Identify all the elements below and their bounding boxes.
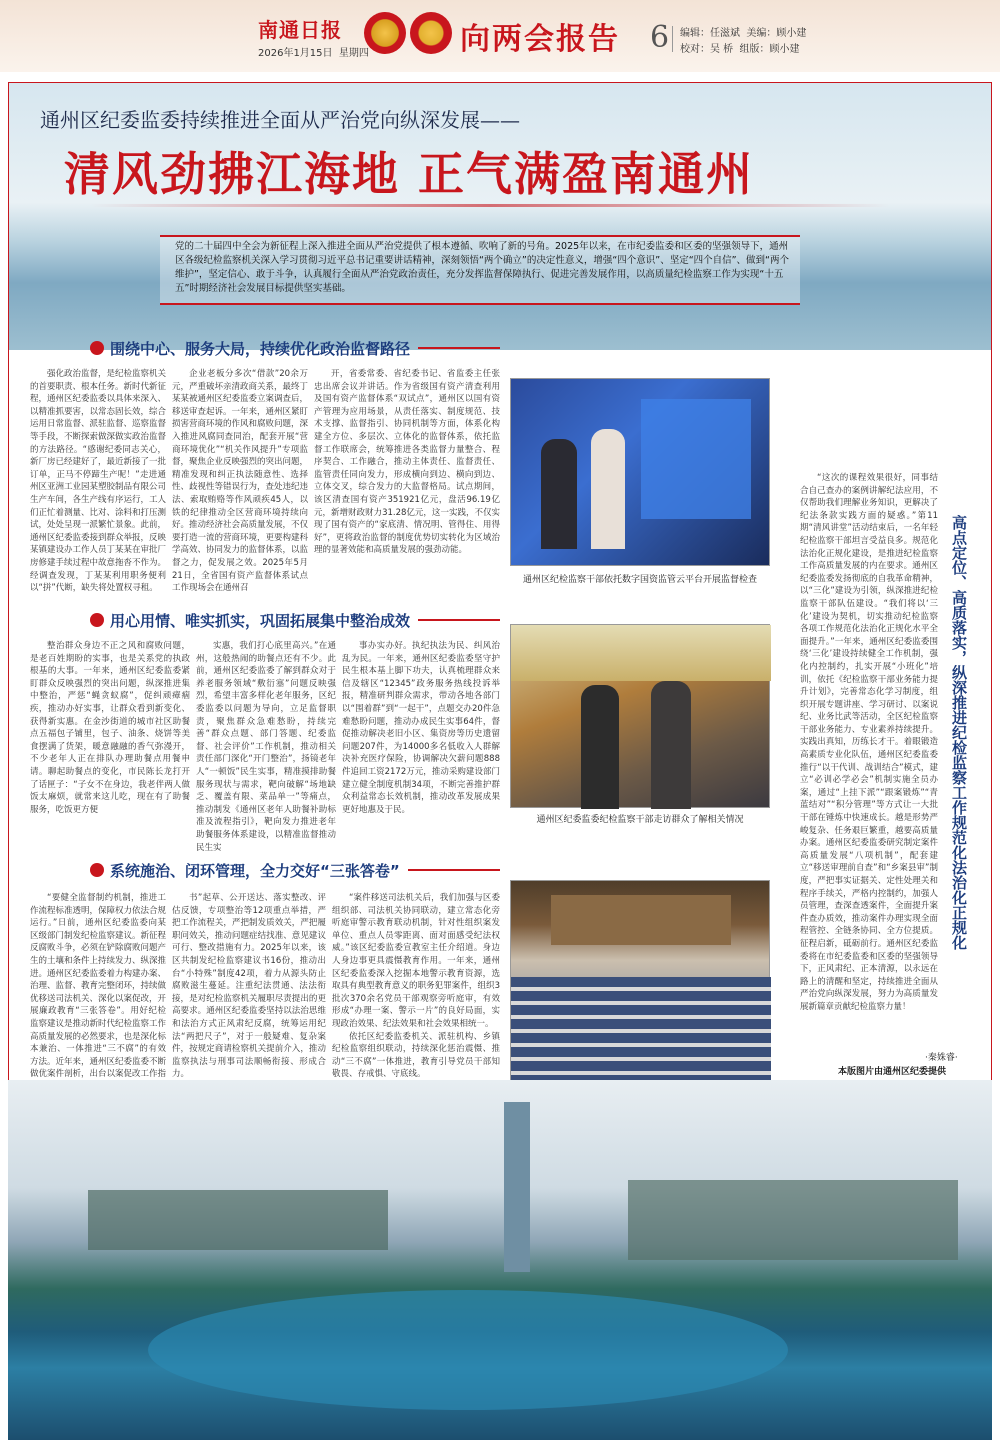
article-title: 清风劲拂江海地 正气满盈南通州 bbox=[64, 147, 755, 201]
editors-block bbox=[680, 26, 806, 58]
section-rule bbox=[408, 869, 500, 871]
proofreader-name: 吴 桥 bbox=[710, 44, 734, 55]
body-column bbox=[30, 640, 190, 838]
courtroom-wall bbox=[551, 895, 731, 945]
screen-wall bbox=[641, 399, 751, 519]
masthead-logo: 南通日报 bbox=[258, 18, 342, 42]
person-figure bbox=[581, 685, 619, 809]
art-editor-label: 美编： bbox=[746, 28, 777, 39]
city-aerial-photo bbox=[8, 1080, 992, 1440]
article-lead: 党的二十届四中全会为新征程上深入推进全面从严治党提供了根本遵循、吹响了新的号角。2025年以来，在市纪委监委和区委的坚强领导下，通州区各级纪检监察机关深入学习贯彻习近平总书记重要讲话精神，深刻领悟“两个确立”的决定性意义，增强“四个意识”、坚定“四个自信”、做到“两个维护”，坚定信心、敢于斗争，认真履行全面从严治党政治责任，充分发挥监督保障执行、促进完善发展作用，以高质量纪检监察工作为实现“十五五”时期经济社会发展目标提供坚实基础。 bbox=[175, 241, 789, 294]
lake bbox=[148, 1290, 788, 1410]
body-paragraph: 强化政治监督，是纪检监察机关的首要职责、根本任务。新时代新征程，通州区纪委监委以具体来深入、以精准抓要害，以常态固长效，综合运用日常监督、派驻监督、巡察监督等手段，不断探索做深做实政治监督的方法路径。“感谢纪委同志关心，新厂房已经建好了，最近新接了一批订单，正马不停蹄生产呢！”走进通州区亚洲工业园某塑胶制品有限公司生产车间，各生产线有序运行，工人们正忙着测量、比对、涂料和打压测试，处处呈现一派繁忙景象。此前，通州区纪委监委接到群众举报，反映某镇建设办工作人员丁某某在审批厂房修建手续过程中故意拖沓不作为。经调查发现，丁某某利用职务便利以“拼”代断，缺失将处置权寻租。 bbox=[30, 369, 167, 594]
section-rule bbox=[418, 619, 500, 621]
author-byline: ·秦姝睿· bbox=[925, 1053, 958, 1063]
section-heading-3 bbox=[90, 858, 500, 882]
issue-date bbox=[258, 44, 369, 59]
body-paragraph: “要健全监督制约机制，推进工作流程标准透明，保障权力依法合规运行。”日前，通州区纪委监委向某区级部门制发纪检监察建议。新征程反腐败斗争，必须在铲除腐败问题产生的土壤和条件上持续发力、纵深推进。通州区纪委监委着力构建办案、治理、监督、教育完整闭环，持续做优移送司法机关、深化以案促改，开展廉政教育“三张答卷”。用好纪检监察建议是推动新时代纪检监察工作高质量发展的必然要求，也是深化标本兼治、一体推进“三不腐”的有效方法。近年来，通州区纪委监委不断做优案件剖析，出台以案促改工作指 bbox=[30, 893, 167, 1080]
date-text: 2026年1月15日 bbox=[258, 48, 333, 59]
body-paragraph: 整治群众身边不正之风和腐败问题，是老百姓期盼的实事，也是关系党的执政根基的大事。一年来，通州区纪委监委紧盯群众反映强烈的突出问题，纵深推进集中整治，严惩“蝇贪蚁腐”，促纠顽瘴痼疾，推动办好实事，让群众看到新变化、获得新实惠。在金沙街道的城市社区助餐点五福包子铺里，包子、油条、烧饼等美食摆满了货架，暖意融融的香气弥漫开，不少老年人正在排队办理助餐点用餐申请。聊起助餐点的变化，市民陈长龙打开了话匣子：“子女不在身边，我老伴两人做饭太麻烦，就常来这儿吃，现在有了助餐服务，吃饭更方便 bbox=[30, 641, 190, 815]
section-rule bbox=[418, 347, 500, 349]
person-figure bbox=[591, 429, 625, 549]
photo-court-hearing bbox=[510, 880, 770, 1080]
cppcc-emblem-icon bbox=[410, 12, 452, 54]
body-column bbox=[342, 640, 500, 838]
body-paragraph: 事办实办好。执纪执法为民、纠风治乱为民。一年来，通州区纪委监委坚守护民生根本基上脚下功夫，认真梳理群众来信及辖区“12345”政务服务热线投诉举报，精准研判群众需求，带动各地各部门以“围着群”到“一起干”，点题交办20件急难愁盼问题，推动办成民生实事64件，督促推动解决老旧小区、集资房等历史遗留问题207件，为14000多名低收入人群解决补充医疗保险，协调解决欠薪问题888件追回工资2172万元，推动采购建设部门建立健全制度机制34项，不断完善推护群众利益常态长效机制，推动改革发展成果更好地惠及于民。 bbox=[342, 641, 500, 815]
photo-credit: 本版图片由通州区纪委提供 bbox=[838, 1067, 947, 1077]
vertical-headline: 高点定位、高质落实，纵深推进纪检监察工作规范化法治化正规化 bbox=[950, 515, 968, 950]
body-column bbox=[332, 892, 500, 1080]
editors-row bbox=[680, 26, 806, 42]
section-bullet-icon bbox=[90, 863, 104, 877]
section-bullet-icon bbox=[90, 613, 104, 627]
layout-label: 组版： bbox=[739, 44, 770, 55]
body-paragraph: 企业老板分多次“借款”20余万元，严重破坏亲清政商关系，最终丁某某被通州区纪委监委立案调查后，移送审查起诉。一年来，通州区紧盯损害营商环境的作风和腐败问题，深入推进风腐同查同治，配套开展“营商环境优化”“机关作风提升”专项监督，聚焦企业反映强烈的突出问题，精准发现和纠正执法随意性、选择性、歧视性等错误行为，查处违纪违法、索取贿赂等作风顽疾45人，以铁的纪律推动全区营商环境持续向好。推动经济社会高质量发展，不仅要打造一流的营商环境，更要构建科学高效、协同发力的监督体系，以监督之力，促发展之效。2025年5月21日，全省国有资产监督体系试点工作现场会在通州召 bbox=[172, 369, 309, 594]
body-paragraph: “案件移送司法机关后，我们加强与区委组织部、司法机关协同联动，建立常态化旁听庭审警示教育联动机制，针对性组织案发单位、重点人员零距离、面对面感受纪法权威。”该区纪委监委宣教室主任介绍道。身边人身边事更具震慑教育作用。一年来，通州区纪委监委深入挖掘本地警示教育资源，选取具有典型教育意义的职务犯罪案件，组织3批次370余名党员干部观察旁听庭审，有效形成“办理一案、警示一片”的良好局面，实现政治效果、纪法效果和社会效果相统一。 bbox=[332, 893, 500, 1029]
audience-rows bbox=[511, 977, 771, 1081]
body-column bbox=[314, 368, 500, 594]
body-column bbox=[800, 472, 938, 1038]
section-heading-1 bbox=[90, 336, 500, 360]
section-title: 向两会报告 bbox=[460, 22, 620, 57]
section-title-text: 用心用情、唯实抓实，巩固拓展集中整治成效 bbox=[110, 611, 411, 630]
section-heading-2 bbox=[90, 608, 500, 632]
editor-label: 编辑： bbox=[680, 28, 710, 39]
buildings-left bbox=[88, 1190, 388, 1250]
photo-caption: 通州区纪委监委纪检监察干部走访群众了解相关情况 bbox=[536, 815, 744, 825]
section-title-text: 系统施治、闭环管理，全力交好“三张答卷” bbox=[110, 861, 400, 880]
layout-name: 顾小建 bbox=[769, 44, 800, 55]
person-figure bbox=[651, 681, 691, 809]
photo-visit-residents bbox=[510, 624, 770, 808]
body-paragraph: 依托区纪委监委机关、派驻机构、乡镇纪检监察组织联动，持续深化惩治震慑、推动“三不腐”一体推进，教育引导党员干部知敬畏、存戒惧、守底线。 bbox=[332, 1031, 500, 1080]
proofreader-label: 校对： bbox=[680, 44, 710, 55]
header-divider bbox=[672, 26, 673, 52]
buildings-right bbox=[628, 1180, 958, 1260]
body-paragraph: 书”起草、公开送达、落实整改、评估反馈，专项整治等12项重点举措，严把工作流程关，严把制发质效关，严把履职问效关，推动问题症结找准、意见建议可行、整改措施有力。2025年以来，该区共制发纪检监察建议书16份，推动出台“小特殊”制度42项，着力从源头防止腐败滋生蔓延。注重纪法贯通、法法衔接，是对纪检监察机关履职尽责提出的更高要求。通州区纪委监委坚持以法治思维和法治方式正风肃纪反腐，统筹运用纪法“两把尺子”，对于一般疑难、复杂案件，按规定商请检察机关提前介入，推动监察执法与刑事司法顺畅衔接、形成合力。 bbox=[172, 893, 326, 1080]
article-subheading: 通州区纪委监委持续推进全面从严治党向纵深发展—— bbox=[40, 108, 520, 132]
section-title-text: 围绕中心、服务大局，持续优化政治监督路径 bbox=[110, 339, 411, 358]
body-column bbox=[30, 368, 166, 594]
editor-name: 任滋斌 bbox=[710, 28, 740, 39]
page-number: 6 bbox=[650, 20, 670, 55]
art-editor-name: 顾小建 bbox=[776, 28, 807, 39]
photo-digital-platform bbox=[510, 378, 770, 566]
body-paragraph: “这次的课程效果很好，同事结合自己查办的案例讲解纪法应用，不仅帮助我们理解业务知识，更解决了纪法条款实践方面的疑惑。”第11期“清风讲堂”活动结束后，一名年轻纪检监察干部坦言受益良多。规范化法治化正规化建设，是推进纪检监察工作高质量发展的内在要求。通州区纪委监委发扬彻底的自我革命精神，以“三化”建设为引领，纵深推进纪检监察干部队伍建设。“我们将以‘三化’建设为契机，切实推动纪检监察各项工作规范化法治化正规化水平全面提升。”一年来，通州区纪委监委围绕‘三化’建设持续健全工作机制，强化内控制约，扎实开展“小班化”培训，依托《纪检监察干部业务能力提升计划》，完善常态化学习制度，组织开展专题讲座、学习研讨、以案说纪、业务比武等活动，全区纪检监察干部业务能力、专业素养持续提升。实践出真知，历练长才干。着眼锻造高素质专业化队伍，通州区纪委监委推行“以干代训、战训结合”模式，建立“必训必学必会”机制实施全员办案，通过“上挂下派”“跟案锻炼”“青蓝结对”“积分管理”等方式让一大批干部在锤炼中快速成长。越是形势严峻复杂、任务艰巨繁重，越要高质量办案。通州区纪委监委研究制定案件高质量发展“八项机制”，配套建立“移送审理前自查”和“乡案县审”制度，严把事实证据关、定性处理关和程序手续关，严格内控制约，加强人员管理，查深查透案件，全面提升案件查办质效，推动案件办理实现全面程管控、全链条协同、全方位提质。征程启新，砥砺前行。通州区纪委监委将在市纪委监委和区委的坚强领导下，正风肃纪、正本清源，以永远在路上的清醒和坚定，持续推进全面从严治党向纵深发展，努力为高质量发展新篇章贡献纪检监察力量！ bbox=[800, 473, 938, 1012]
body-paragraph: 开，省委常委、省纪委书记、省监委主任张忠出席会议并讲话。作为省级国有资产清查利用及国有资产监督体系“双试点”，通州区以国有资产管理为应用场景，从责任落实、制度规范、技术支撑、监督指引、协同机制等方面，体系化构建全方位、多层次、立体化的监督体系，依托监督工作联席会，统筹推进各类监督力量整合、程序契合、工作融合，推动主体责任、监督责任、监管责任同向发力，形成横向到边、横向到边、立体交叉，综合发力的大监督格局。试点期间，该区清查国有资产351921亿元，盘活96.19亿元，新增财政财力31.28亿元，这一实践，不仅实现了国有资产的“家底清、情况明、管得住、用得好”，更将政治监督的制度优势切实转化为区域治理的显著效能和高质量发展的强劲动能。 bbox=[314, 369, 500, 556]
body-column bbox=[30, 892, 167, 1080]
section-bullet-icon bbox=[90, 341, 104, 355]
body-paragraph: 实惠，我们打心底里高兴。”在通州，这般热闹的助餐点还有不少。此前，通州区纪委监委了解到群众对于养老服务领域“敷衍塞”问题反映强烈，希望丰富多样化老年服务，区纪委监委以问题为导向，立足监督职责，聚焦群众急难愁盼，持续完善“群众点题、部门答题、纪委监督、社会评价”工作机制，推动相关责任部门深化“开门整治”，扬镜老年人“一顿饭”民生实事，精准摸排助餐服务现状与需求，靶向破解“场地缺乏、覆盖有限、菜品单一”等痛点，推动制发《通州区老年人助餐补助标准及流程指引》，靶向发力推进老年助餐服务体系建设，以精准监督推动民生实 bbox=[196, 641, 336, 853]
title-underline bbox=[90, 204, 890, 207]
body-column bbox=[172, 368, 308, 594]
tower-building bbox=[504, 1102, 530, 1272]
shop-shelves bbox=[511, 625, 771, 681]
national-emblem-icon bbox=[364, 12, 406, 54]
person-figure bbox=[541, 439, 577, 549]
weekday-text: 星期四 bbox=[338, 48, 369, 59]
body-column bbox=[172, 892, 326, 1080]
body-column bbox=[196, 640, 336, 853]
photo-caption: 通州区纪检监察干部依托数字国资监管云平台开展监督检查 bbox=[522, 575, 757, 585]
editors-row bbox=[680, 42, 806, 58]
